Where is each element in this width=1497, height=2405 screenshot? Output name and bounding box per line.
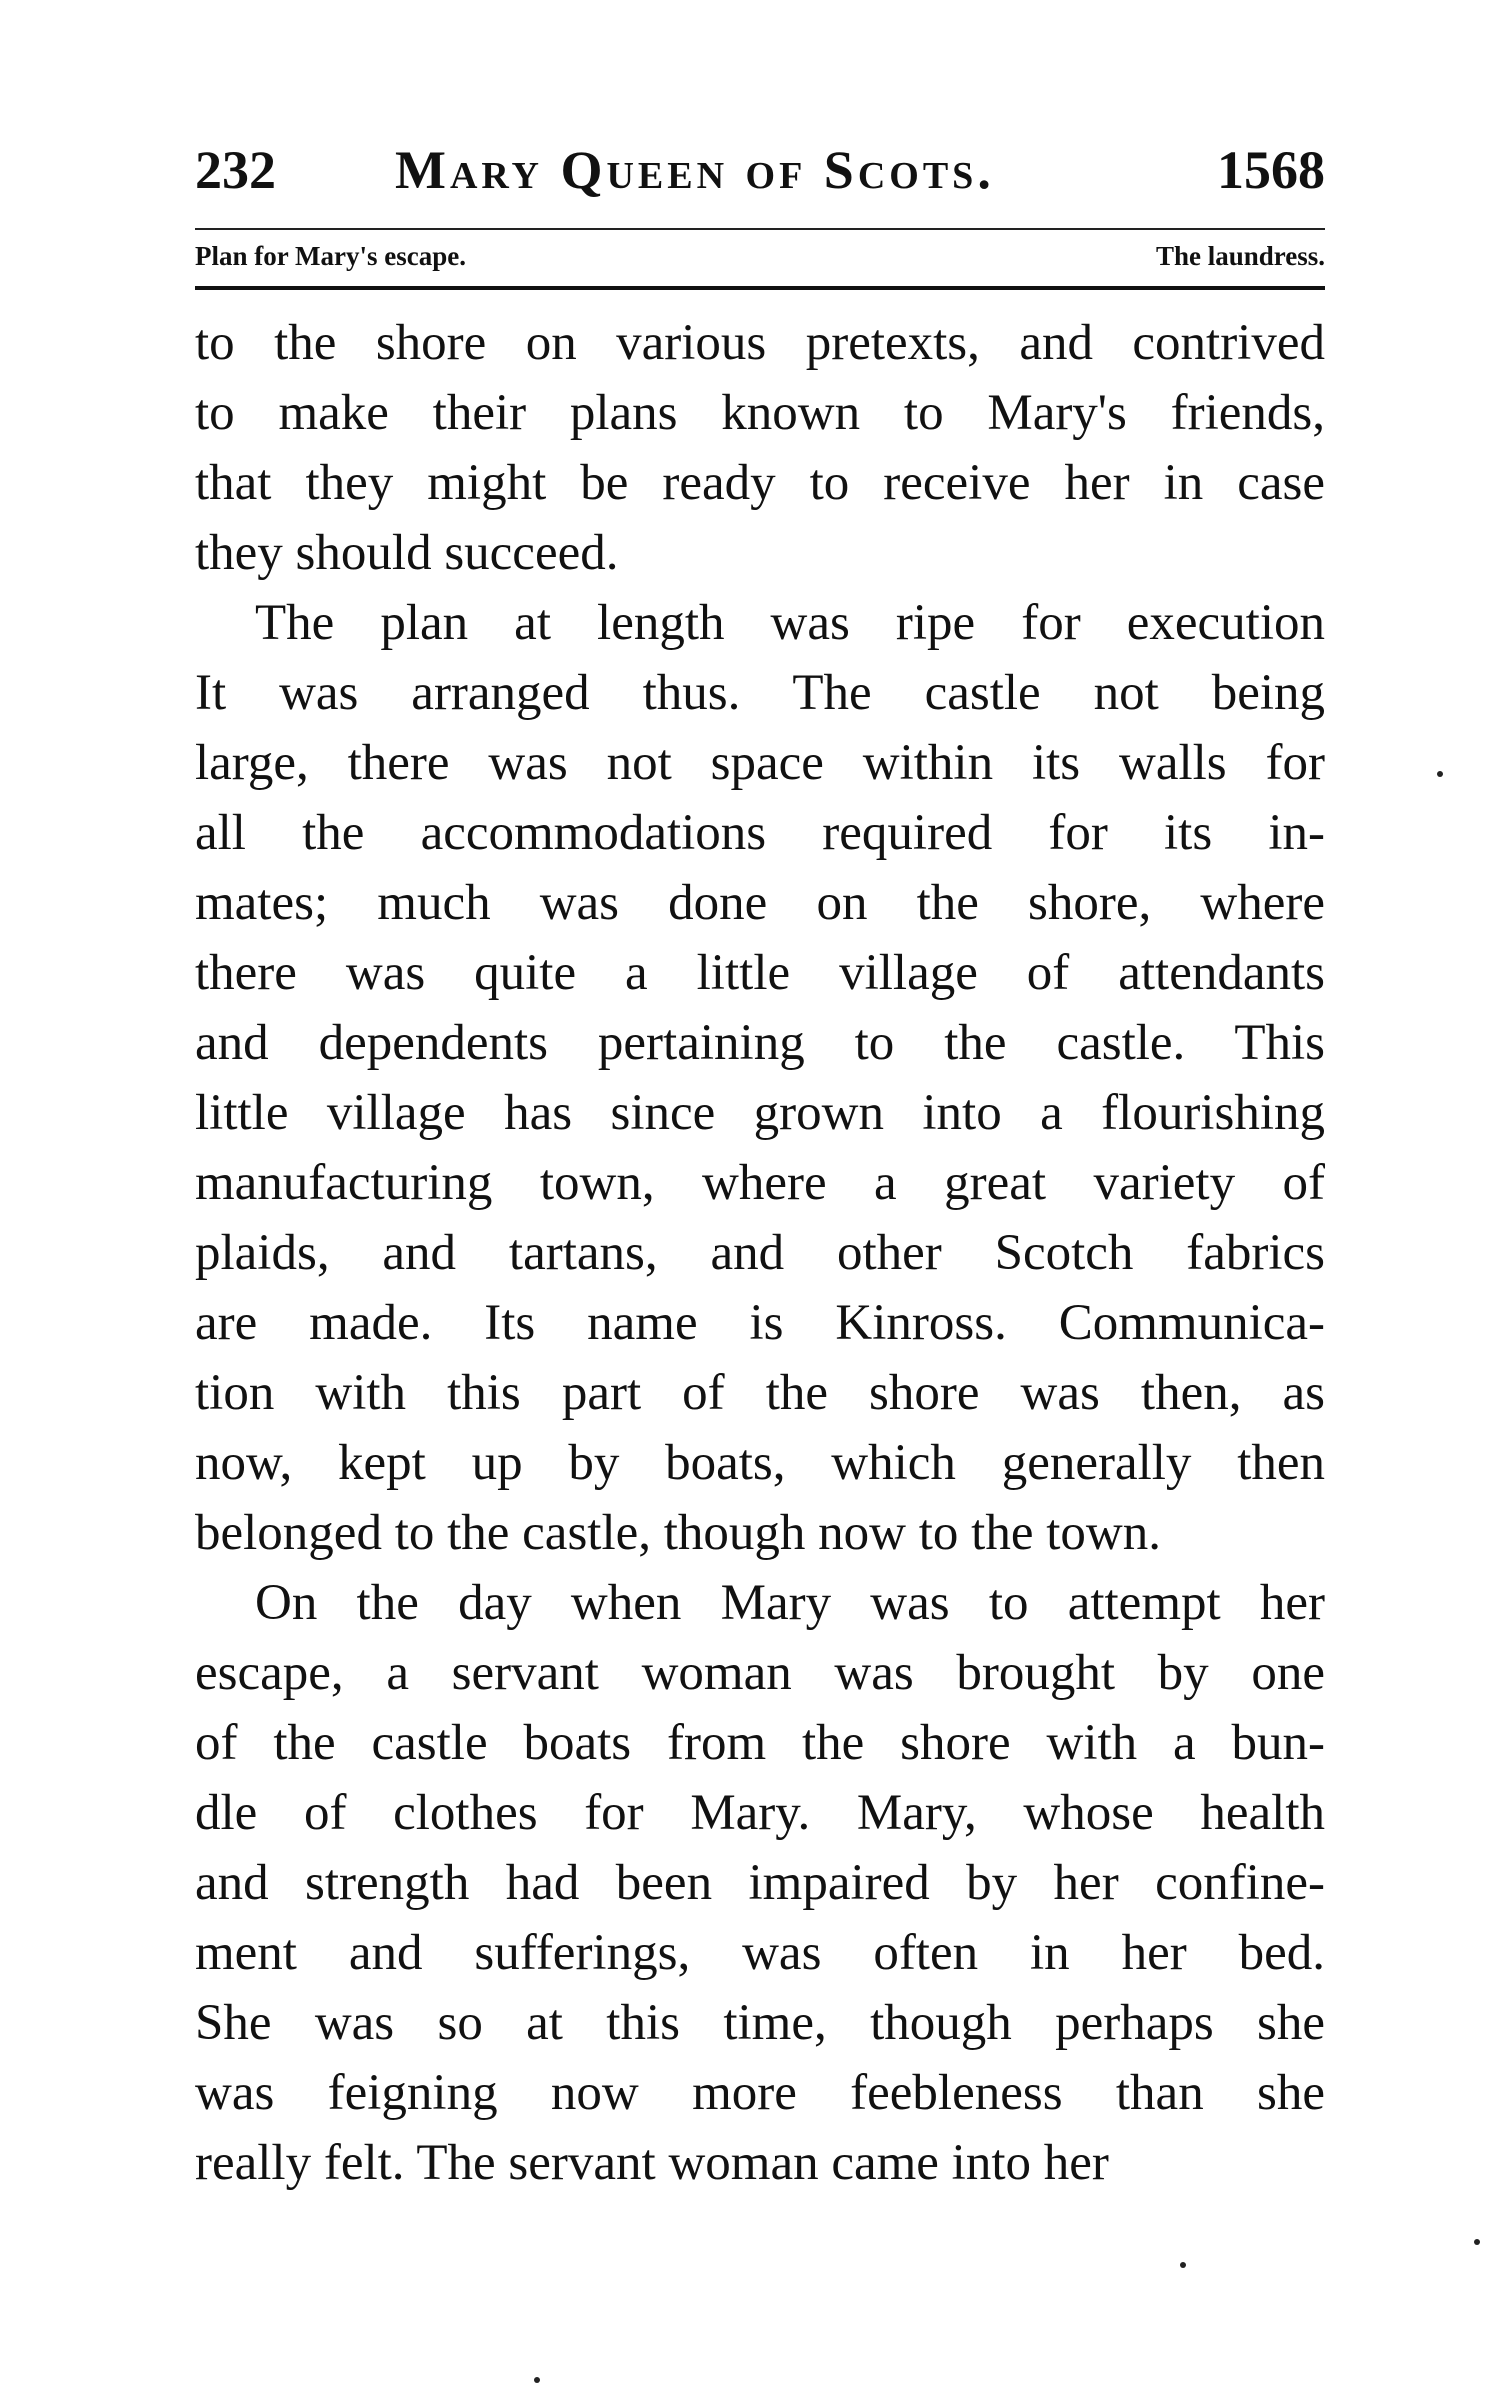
text-line: was feigning now more feebleness than she xyxy=(195,2065,1325,2121)
text-line: are made. Its name is Kinross. Communica- xyxy=(195,1295,1325,1351)
subheading-left: Plan for Mary's escape. xyxy=(195,241,466,271)
text-line: dle of clothes for Mary. Mary, whose health xyxy=(195,1785,1325,1841)
text-line: ment and sufferings, was often in her bed. xyxy=(195,1925,1325,1981)
text-line: to make their plans known to Mary's friends, xyxy=(195,385,1325,441)
text-line: there was quite a little village of attendants xyxy=(195,945,1325,1001)
text-line: to the shore on various pretexts, and contrived xyxy=(195,315,1325,371)
book-page xyxy=(195,120,1325,2191)
paragraph xyxy=(195,308,1325,588)
text-line: She was so at this time, though perhaps she xyxy=(195,1995,1325,2051)
text-line: now, kept up by boats, which generally then xyxy=(195,1435,1325,1491)
text-line: really felt. The servant woman came into her xyxy=(195,2135,1109,2191)
print-speck xyxy=(534,2377,540,2383)
running-head xyxy=(195,120,1325,220)
text-line: large, there was not space within its walls for xyxy=(195,735,1325,791)
text-line: and dependents pertaining to the castle. This xyxy=(195,1015,1325,1071)
header-rule-bottom xyxy=(195,286,1325,290)
text-line: all the accommodations required for its in- xyxy=(195,805,1325,861)
text-line: belonged to the castle, though now to the town. xyxy=(195,1505,1161,1561)
header-rule-top xyxy=(195,228,1325,230)
page-number: 232 xyxy=(195,140,276,200)
running-year: 1568 xyxy=(1217,140,1325,200)
paragraph xyxy=(195,1568,1325,2198)
text-line: It was arranged thus. The castle not being xyxy=(195,665,1325,721)
print-speck xyxy=(1474,2239,1480,2245)
body-text xyxy=(195,308,1325,2198)
print-speck xyxy=(1437,771,1443,777)
text-line: mates; much was done on the shore, where xyxy=(195,875,1325,931)
print-speck xyxy=(1180,2262,1186,2268)
text-line: of the castle boats from the shore with a bun- xyxy=(195,1715,1325,1771)
text-line: The plan at length was ripe for execution xyxy=(255,595,1325,651)
text-line: that they might be ready to receive her in case xyxy=(195,455,1325,511)
text-line: escape, a servant woman was brought by one xyxy=(195,1645,1325,1701)
paragraph xyxy=(195,588,1325,1568)
subheading xyxy=(195,236,1325,276)
text-line: they should succeed. xyxy=(195,525,619,581)
text-line: On the day when Mary was to attempt her xyxy=(255,1575,1325,1631)
text-line: little village has since grown into a flourishing xyxy=(195,1085,1325,1141)
subheading-right: The laundress. xyxy=(1155,241,1325,271)
text-line: plaids, and tartans, and other Scotch fabrics xyxy=(195,1225,1325,1281)
running-title: Mary Queen of Scots. xyxy=(395,140,995,200)
text-line: manufacturing town, where a great variety of xyxy=(195,1155,1325,1211)
text-line: and strength had been impaired by her confine- xyxy=(195,1855,1325,1911)
text-line: tion with this part of the shore was then, as xyxy=(195,1365,1325,1421)
